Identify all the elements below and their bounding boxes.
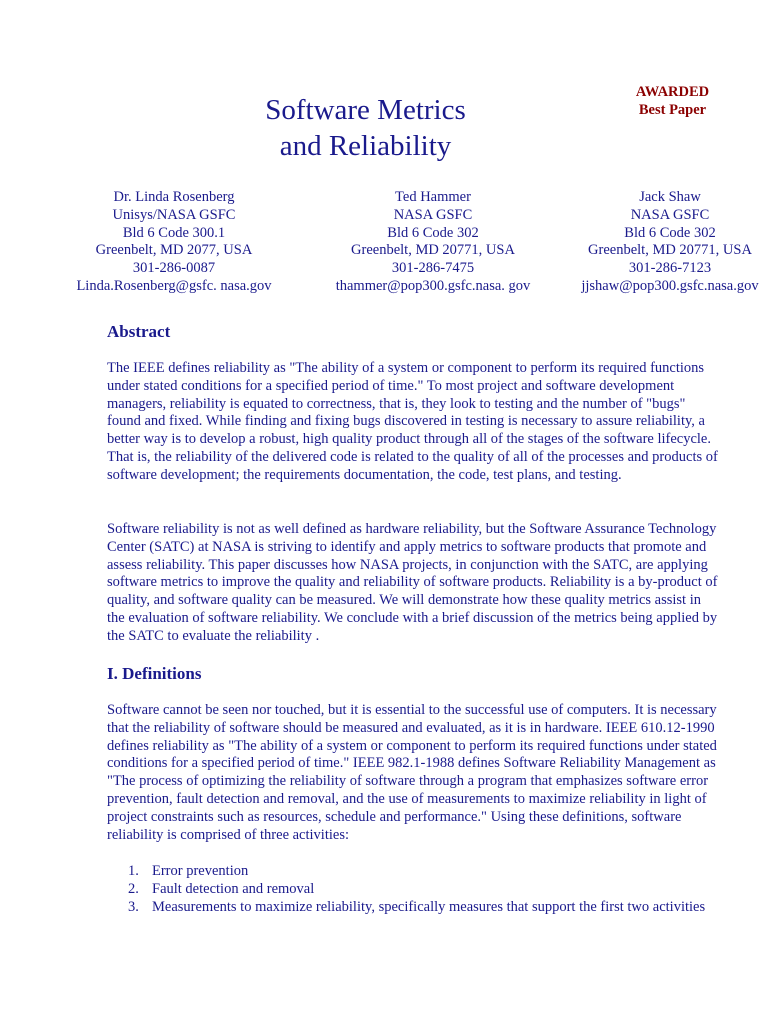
award-subtitle: Best Paper — [638, 102, 707, 118]
author-1 — [54, 189, 294, 296]
author-3 — [550, 189, 768, 296]
title-line-2: and Reliability — [279, 130, 452, 162]
abstract-heading: Abstract — [107, 322, 171, 341]
author-name: Dr. Linda Rosenberg — [113, 189, 235, 205]
abstract-paragraph-1: The IEEE defines reliability as "The ability of a system or component to perform its required functions under stated conditions for a specified period of time." To most project and software development managers, reliability is equated to correctness, that is, they look to testing and the number of "bugs" found and fixed. While finding and fixing bugs discovered in testing is necessary to assure reliability, a better way is to develop a robust, high quality product through all of the stages of the software lifecycle. That is, the reliability of the delivered code is related to the quality of all of the processes and products of software development; the requirements documentation, the code, test plans, and testing. — [107, 360, 718, 483]
paper-title — [0, 92, 731, 164]
author-building: Bld 6 Code 300.1 — [122, 224, 226, 241]
list-item-number: 1. — [128, 863, 139, 879]
list-item-text: Measurements to maximize reliability, specifically measures that support the first two activities — [152, 898, 706, 915]
abstract-paragraph-2: Software reliability is not as well defined as hardware reliability, but the Software Assurance Technology Center (SATC) at NASA is striving to identify and apply metrics to software products that promote and assess reliability. This paper discusses how NASA projects, in conjunction with the SATC, are applying software metrics to improve the quality and reliability of software products. Reliability is a by-product of quality, and software quality can be measured. We will demonstrate how these quality metrics assist in the evaluation of software reliability. We conclude with a brief discussion of the metrics being applied by the SATC to evaluate the reliability . — [107, 521, 718, 644]
author-affiliation: NASA GSFC — [630, 206, 710, 223]
author-email: Linda.Rosenberg@gsfc. nasa.gov — [76, 277, 272, 294]
list-item — [107, 863, 707, 881]
author-location: Greenbelt, MD 20771, USA — [351, 242, 515, 259]
author-name: Ted Hammer — [395, 189, 471, 205]
author-email: thammer@pop300.gsfc.nasa. gov — [335, 277, 531, 294]
author-2 — [313, 189, 553, 296]
author-phone: 301-286-7123 — [628, 260, 712, 277]
author-name: Jack Shaw — [639, 189, 701, 205]
author-block — [0, 189, 768, 299]
title-line-1: Software Metrics — [265, 94, 466, 126]
activities-list — [107, 863, 707, 916]
list-item-text: Error prevention — [152, 863, 249, 879]
list-item — [107, 881, 707, 899]
list-item — [107, 899, 707, 917]
definitions-paragraph: Software cannot be seen nor touched, but it is essential to the successful use of computers. It is necessary that the reliability of software should be measured and evaluated, as it is in hardware. IEEE 610.12-1990 defines reliability as "The ability of a system or component to perform its required functions under stated conditions for a specified period of time." IEEE 982.1-1988 defines Software Reliability Management as "The process of optimizing the reliability of software through a program that emphasizes software error prevention, fault detection and removal, and the use of measurements to maximize reliability in light of project constraints such as resources, schedule and performance." Using these definitions, software reliability is comprised of three activities: — [107, 702, 717, 843]
author-building: Bld 6 Code 302 — [624, 224, 716, 241]
list-item-text: Fault detection and removal — [152, 880, 315, 897]
author-affiliation: NASA GSFC — [393, 206, 473, 223]
author-phone: 301-286-0087 — [132, 260, 216, 277]
author-location: Greenbelt, MD 20771, USA — [588, 242, 752, 259]
list-item-number: 3. — [128, 898, 139, 915]
author-affiliation: Unisys/NASA GSFC — [112, 206, 236, 223]
award-label: AWARDED — [635, 84, 710, 100]
author-building: Bld 6 Code 302 — [387, 224, 479, 241]
definitions-heading: I. Definitions — [107, 664, 202, 683]
author-email: jjshaw@pop300.gsfc.nasa.gov — [581, 277, 759, 294]
author-location: Greenbelt, MD 2077, USA — [95, 242, 253, 259]
list-item-number: 2. — [128, 880, 139, 897]
author-phone: 301-286-7475 — [391, 260, 475, 277]
